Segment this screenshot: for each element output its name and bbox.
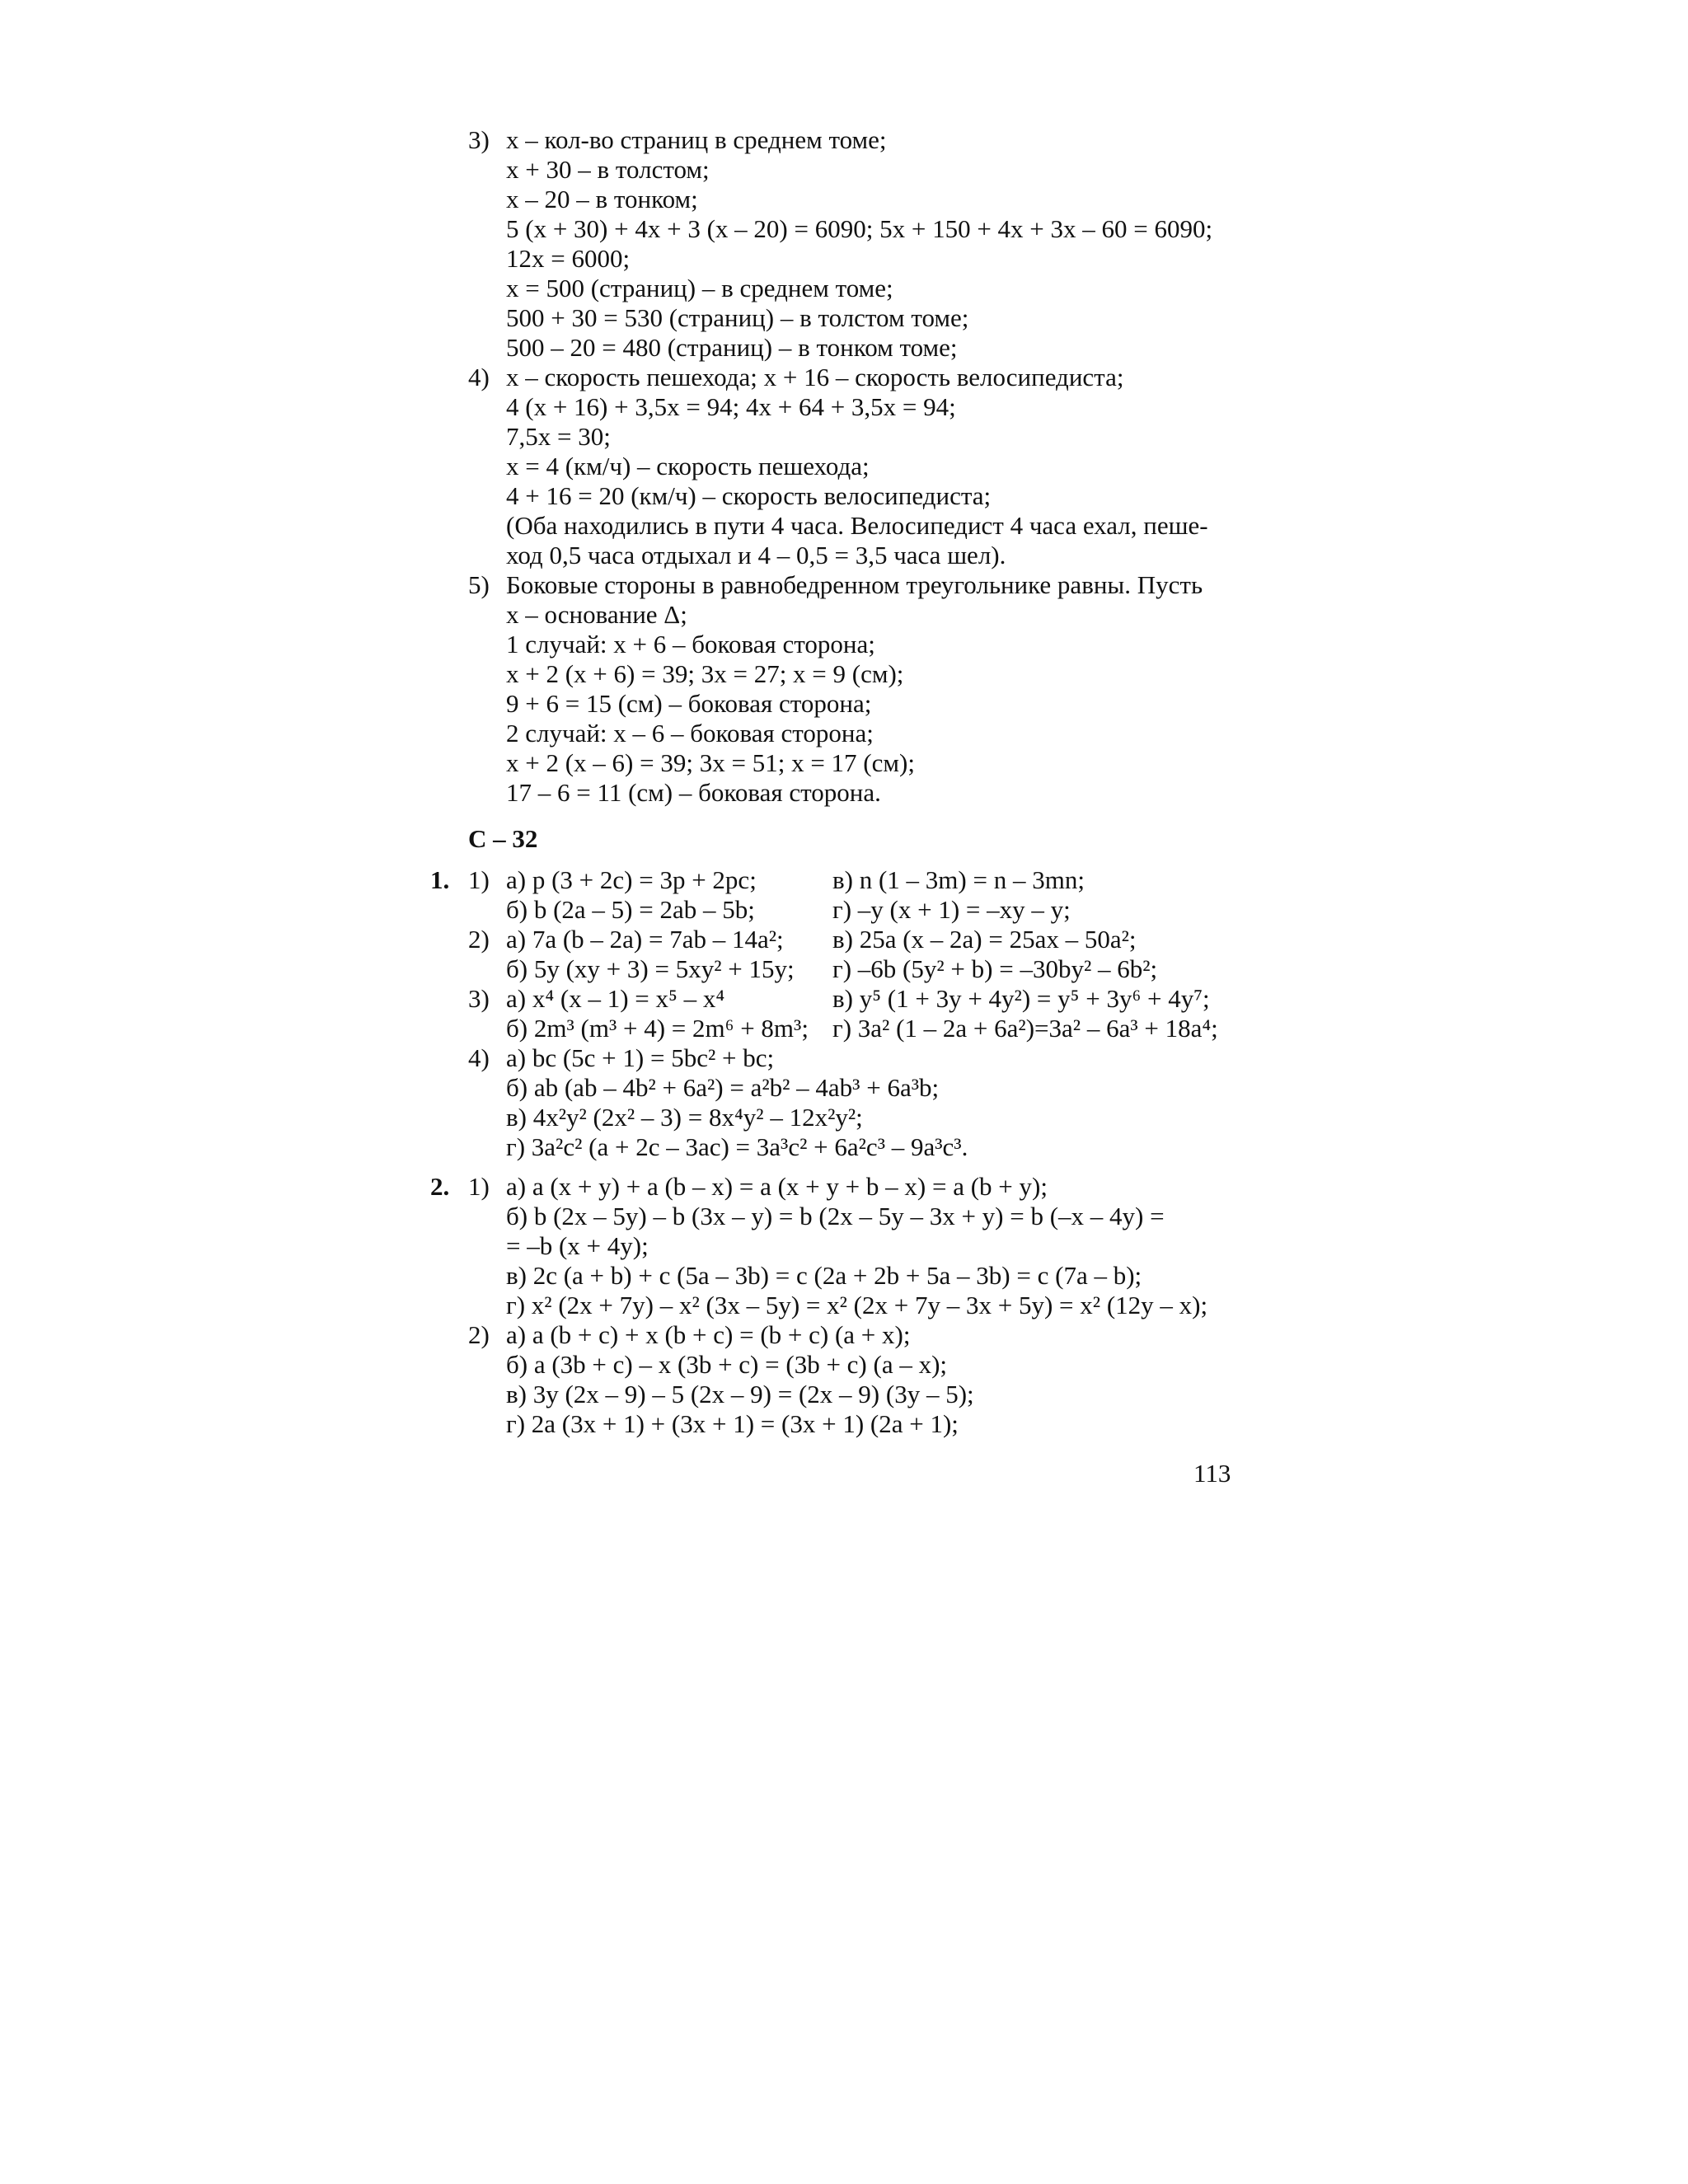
text-line: 500 – 20 = 480 (страниц) – в тонком томе;: [506, 333, 958, 362]
text-line: г) –y (x + 1) = –xy – y;: [832, 895, 1071, 924]
text-line: x + 2 (x – 6) = 39; 3x = 51; x = 17 (см);: [506, 748, 915, 777]
text-line: 17 – 6 = 11 (см) – боковая сторона.: [506, 778, 881, 807]
task-number: 2.: [430, 1172, 450, 1201]
section-heading: С – 32: [468, 824, 538, 853]
part-number: 2): [468, 1320, 490, 1349]
text-line: б) 5y (xy + 3) = 5xy² + 15y;: [506, 954, 795, 983]
text-line: б) b (2a – 5) = 2ab – 5b;: [506, 895, 755, 924]
text-line: 4 (x + 16) + 3,5x = 94; 4x + 64 + 3,5x = 94;: [506, 392, 956, 421]
text-line: 12x = 6000;: [506, 244, 631, 273]
text-line: x = 4 (км/ч) – скорость пешехода;: [506, 452, 870, 480]
text-line: г) x² (2x + 7y) – x² (3x – 5y) = x² (2x + 7y – 3x + 5y) = x² (12y – x);: [506, 1291, 1208, 1319]
text-line: 7,5x = 30;: [506, 422, 611, 451]
text-line: в) 3y (2x – 9) – 5 (2x – 9) = (2x – 9) (3y – 5);: [506, 1380, 974, 1408]
text-line: в) 4x²y² (2x² – 3) = 8x⁴y² – 12x²y²;: [506, 1103, 863, 1132]
text-line: (Оба находились в пути 4 часа. Велосипедист 4 часа ехал, пеше-: [506, 511, 1208, 540]
text-line: 1 случай: x + 6 – боковая сторона;: [506, 630, 875, 658]
text-line: г) –6b (5y² + b) = –30by² – 6b²;: [832, 954, 1158, 983]
part-number: 1): [468, 1172, 490, 1201]
text-line: а) x⁴ (x – 1) = x⁵ – x⁴: [506, 984, 725, 1013]
task-number: 1.: [430, 865, 450, 894]
text-line: в) y⁵ (1 + 3y + 4y²) = y⁵ + 3y⁶ + 4y⁷;: [832, 984, 1210, 1013]
part-number: 4): [468, 1043, 490, 1072]
part-number: 1): [468, 865, 490, 894]
text-line: в) 25a (x – 2a) = 25ax – 50a²;: [832, 925, 1137, 954]
text-line: x – 20 – в тонком;: [506, 185, 698, 213]
text-line: ход 0,5 часа отдыхал и 4 – 0,5 = 3,5 часа шел).: [506, 541, 1006, 569]
text-line: а) a (b + c) + x (b + c) = (b + c) (a + x);: [506, 1320, 911, 1349]
text-line: а) a (x + y) + a (b – x) = a (x + y + b – x) = a (b + y);: [506, 1172, 1048, 1201]
text-line: в) n (1 – 3m) = n – 3mn;: [832, 865, 1085, 894]
text-line: 500 + 30 = 530 (страниц) – в толстом томе;: [506, 303, 969, 332]
text-line: б) a (3b + c) – x (3b + c) = (3b + c) (a – x);: [506, 1350, 948, 1379]
text-line: x – кол-во страниц в среднем томе;: [506, 125, 887, 154]
item-number: 5): [468, 570, 490, 599]
text-line: 9 + 6 = 15 (см) – боковая сторона;: [506, 689, 872, 718]
text-line: x = 500 (страниц) – в среднем томе;: [506, 274, 893, 302]
text-line: а) 7a (b – 2a) = 7ab – 14a²;: [506, 925, 784, 954]
text-line: в) 2c (a + b) + c (5a – 3b) = c (2a + 2b + 5a – 3b) = c (7a – b);: [506, 1261, 1142, 1290]
text-line: 2 случай: x – 6 – боковая сторона;: [506, 719, 874, 748]
text-line: 4 + 16 = 20 (км/ч) – скорость велосипедиста;: [506, 481, 992, 510]
text-line: x – скорость пешехода; x + 16 – скорость велосипедиста;: [506, 363, 1124, 391]
text-line: x + 2 (x + 6) = 39; 3x = 27; x = 9 (см);: [506, 659, 904, 688]
item-number: 4): [468, 363, 490, 391]
text-line: б) ab (ab – 4b² + 6a²) = a²b² – 4ab³ + 6a³b;: [506, 1073, 940, 1102]
text-line: 5 (x + 30) + 4x + 3 (x – 20) = 6090; 5x + 150 + 4x + 3x – 60 = 6090;: [506, 214, 1213, 243]
text-line: x + 30 – в толстом;: [506, 155, 710, 184]
text-line: г) 3a²c² (a + 2c – 3ac) = 3a³c² + 6a²c³ – 9a³c³.: [506, 1132, 968, 1161]
item-number: 3): [468, 125, 490, 154]
page-number: 113: [1193, 1459, 1231, 1488]
text-line: x – основание Δ;: [506, 600, 687, 629]
text-line: Боковые стороны в равнобедренном треугольнике равны. Пусть: [506, 570, 1203, 599]
text-line: а) p (3 + 2c) = 3p + 2pc;: [506, 865, 757, 894]
text-line: б) 2m³ (m³ + 4) = 2m⁶ + 8m³;: [506, 1014, 809, 1043]
part-number: 2): [468, 925, 490, 954]
text-line: а) bc (5c + 1) = 5bc² + bc;: [506, 1043, 775, 1072]
text-line: = –b (x + 4y);: [506, 1231, 649, 1260]
part-number: 3): [468, 984, 490, 1013]
text-line: г) 2a (3x + 1) + (3x + 1) = (3x + 1) (2a + 1);: [506, 1409, 959, 1438]
text-line: б) b (2x – 5y) – b (3x – y) = b (2x – 5y – 3x + y) = b (–x – 4y) =: [506, 1202, 1165, 1230]
text-line: г) 3a² (1 – 2a + 6a²)=3a² – 6a³ + 18a⁴;: [832, 1014, 1218, 1043]
